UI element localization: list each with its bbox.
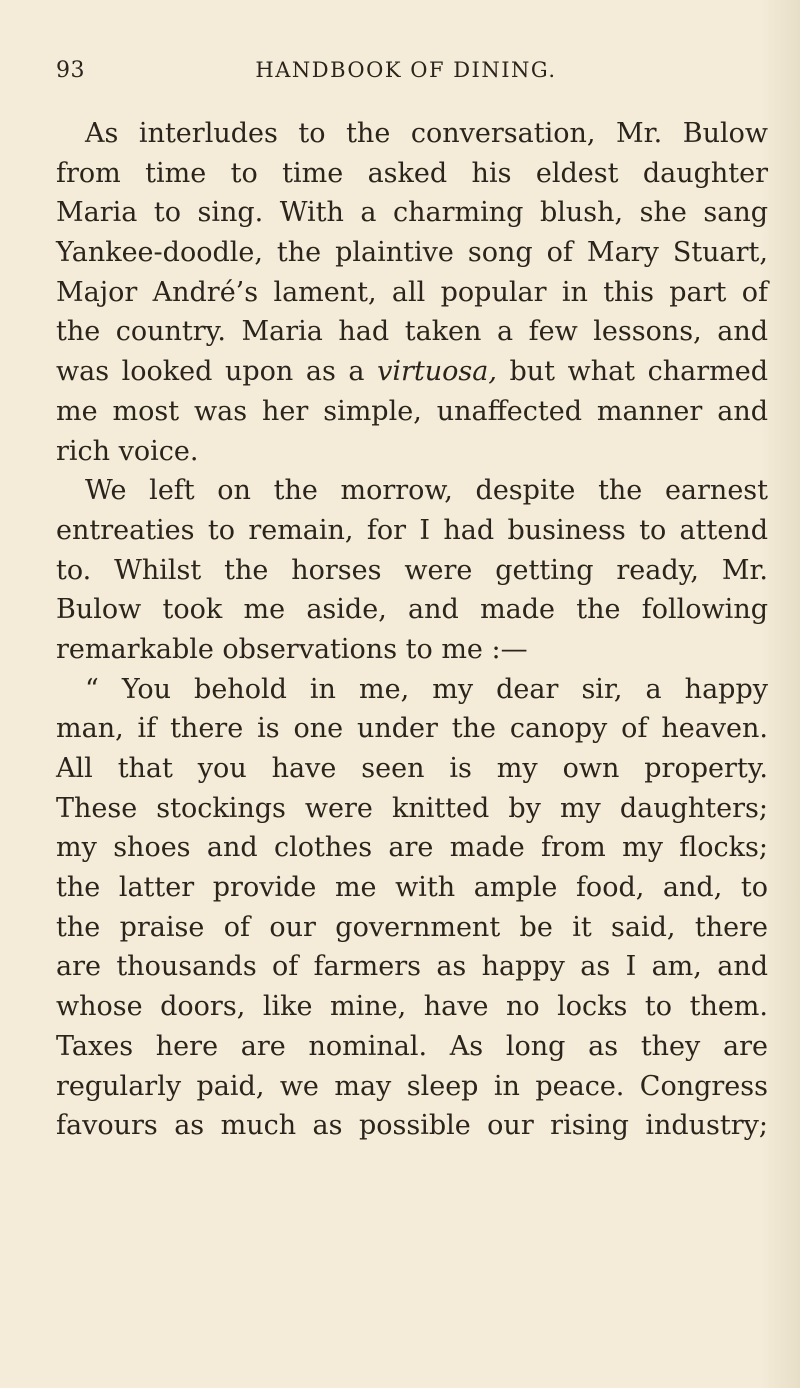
italic-word: virtuosa, bbox=[377, 356, 497, 388]
text-line: the praise of our government be it said, there bbox=[56, 911, 768, 943]
text-line: Taxes here are nominal. As long as they are bbox=[56, 1030, 768, 1062]
text-line: to. Whilst the horses were getting ready, Mr. bbox=[56, 554, 768, 586]
text-line: Major André’s lament, all popular in this part of bbox=[56, 276, 768, 308]
text-line: whose doors, like mine, have no locks to them. bbox=[56, 991, 768, 1023]
text-line: These stockings were knitted by my daughters; bbox=[56, 792, 768, 824]
running-title: HANDBOOK OF DINING. bbox=[255, 58, 557, 82]
text-segment: but what charmed bbox=[496, 356, 768, 388]
text-line: Yankee-doodle, the plaintive song of Mary Stuart, bbox=[56, 237, 768, 269]
text-line: the country. Maria had taken a few lessons, and bbox=[56, 316, 768, 348]
text-line: “ You behold in me, my dear sir, a happy bbox=[85, 673, 768, 705]
body-text bbox=[56, 114, 768, 1146]
text-line: favours as much as possible our rising industry; bbox=[56, 1110, 768, 1142]
text-line: from time to time asked his eldest daughter bbox=[56, 157, 768, 189]
text-line: As interludes to the conversation, Mr. Bulow bbox=[85, 118, 768, 149]
text-line: We left on the morrow, despite the earnest bbox=[85, 475, 768, 507]
text-line: my shoes and clothes are made from my flocks; bbox=[56, 832, 768, 864]
text-line: remarkable observations to me :— bbox=[56, 633, 528, 665]
text-line: Maria to sing. With a charming blush, she sang bbox=[56, 197, 768, 229]
text-line: man, if there is one under the canopy of heaven. bbox=[56, 713, 768, 745]
text-line: regularly paid, we may sleep in peace. Congress bbox=[56, 1070, 768, 1102]
text-line: me most was her simple, unaffected manner and bbox=[56, 395, 768, 427]
page-header bbox=[56, 58, 756, 94]
text-line: rich voice. bbox=[56, 435, 199, 467]
text-line: entreaties to remain, for I had business to attend bbox=[56, 514, 768, 546]
text-line: are thousands of farmers as happy as I am, and bbox=[56, 951, 768, 983]
text-line: the latter provide me with ample food, and, to bbox=[56, 872, 768, 904]
text-line: All that you have seen is my own property. bbox=[56, 753, 768, 784]
text-line bbox=[56, 352, 768, 392]
page-number: 93 bbox=[56, 58, 85, 83]
text-segment: was looked upon as a bbox=[56, 356, 378, 388]
text-line: Bulow took me aside, and made the following bbox=[56, 594, 768, 626]
